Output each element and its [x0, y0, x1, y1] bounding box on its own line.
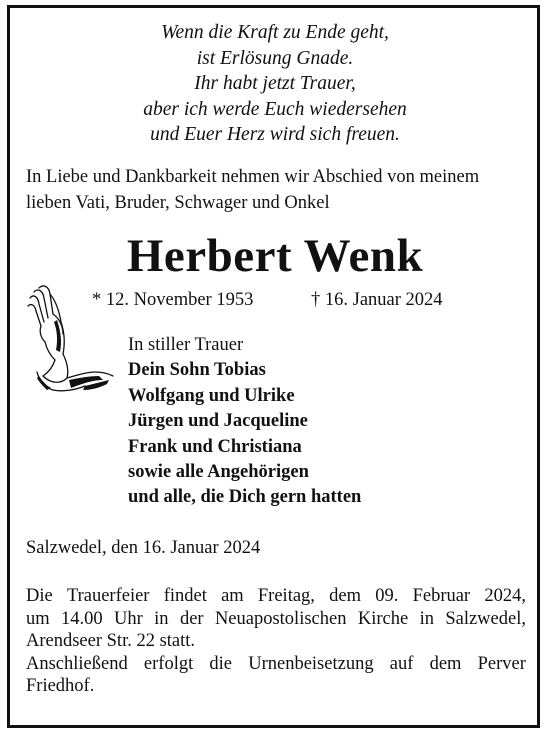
mourner-entry: und alle, die Dich gern hatten [128, 487, 362, 508]
poem-line: aber ich werde Euch wiedersehen [143, 98, 407, 120]
funeral-word: Perver [477, 653, 526, 674]
funeral-notice [26, 585, 526, 698]
funeral-word: findet [163, 586, 207, 606]
funeral-line: Arendseer Str. 22 statt. [26, 631, 196, 651]
funeral-word: die [209, 653, 233, 674]
funeral-word: Urnenbeisetzung [248, 653, 374, 674]
funeral-word: auf [389, 653, 414, 674]
farewell-intro [26, 164, 526, 216]
funeral-word: Kirche [357, 608, 409, 629]
funeral-word: 09. [375, 586, 399, 606]
funeral-word: 14.00 [61, 608, 103, 629]
funeral-word: Die [26, 586, 53, 606]
mourner-entry: Dein Sohn Tobias [128, 360, 266, 381]
birth-date: * 12. November 1953 [92, 290, 254, 310]
deceased-name: Herbert Wenk [126, 230, 424, 282]
mourner-entry: sowie alle Angehörigen [128, 462, 309, 483]
funeral-word: Trauerfeier [66, 586, 150, 606]
funeral-word: dem [329, 586, 361, 606]
intro-line: lieben Vati, Bruder, Schwager und Onkel [26, 193, 330, 213]
mourner-entry: Frank und Christiana [128, 436, 302, 457]
funeral-word: in [419, 608, 434, 629]
funeral-word: dem [429, 653, 462, 674]
funeral-word: Uhr [114, 608, 143, 629]
funeral-word: um [26, 608, 50, 629]
funeral-word: in [154, 608, 169, 629]
funeral-line-justified [26, 653, 526, 676]
funeral-word: Anschließend [26, 653, 128, 674]
funeral-word: erfolgt [143, 653, 194, 674]
funeral-word: Februar [412, 586, 471, 606]
poem-line: Ihr habt jetzt Trauer, [194, 73, 356, 94]
funeral-word: 2024, [484, 586, 526, 606]
place-and-date: Salzwedel, den 16. Januar 2024 [26, 538, 261, 558]
funeral-word: der [179, 608, 204, 629]
mourners-heading: In stiller Trauer [128, 335, 244, 355]
funeral-line-justified [26, 608, 526, 631]
intro-line: In Liebe und Dankbarkeit nehmen wir Abschied von meinem [26, 167, 480, 187]
funeral-word: Salzwedel, [445, 608, 526, 629]
poem-line: ist Erlösung Gnade. [196, 47, 354, 69]
death-date: † 16. Januar 2024 [311, 290, 443, 310]
funeral-word: Freitag, [257, 586, 315, 606]
mourner-entry: Jürgen und Jacqueline [128, 411, 308, 432]
mourners-list [128, 333, 361, 511]
poem [0, 20, 550, 148]
funeral-word: Neuapostolischen [214, 608, 347, 629]
mourner-entry: Wolfgang und Ulrike [128, 385, 295, 406]
funeral-line-justified [26, 585, 526, 608]
poem-line: Wenn die Kraft zu Ende geht, [161, 22, 389, 43]
poem-line: und Euer Herz wird sich freuen. [150, 124, 400, 145]
funeral-line: Friedhof. [26, 676, 95, 696]
funeral-word: am [221, 586, 244, 606]
